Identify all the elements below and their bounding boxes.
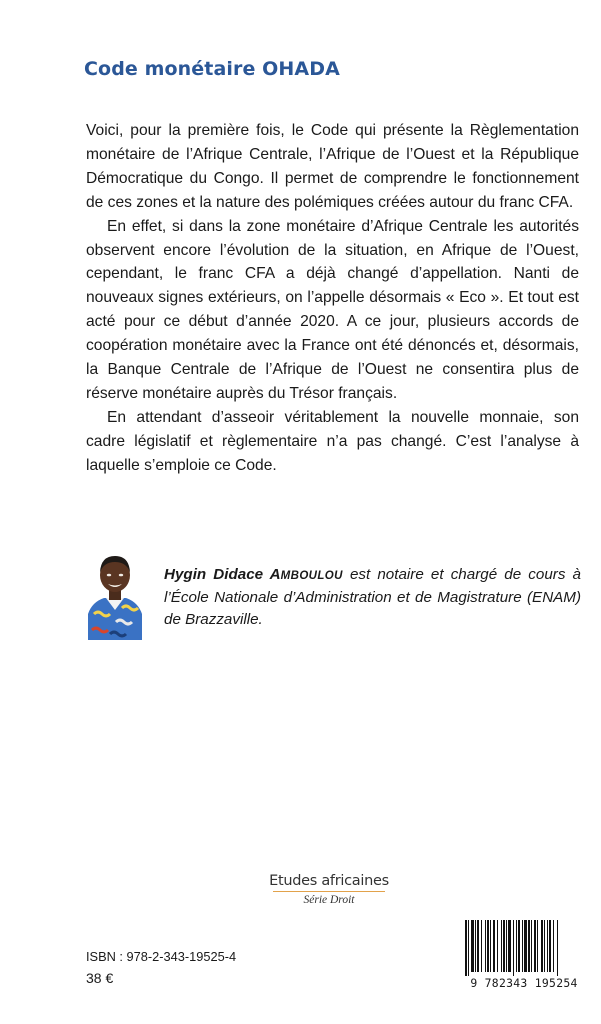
barcode-bar [493, 920, 495, 972]
blurb-paragraph-1: Voici, pour la première fois, le Code qui présente la Règlementation monétaire de l’Afrique Centrale, l’Afrique de l’Ouest et la République Démocratique du Congo. Il permet de comprendre le fonctionnement de ces zones et la nature des polémiques créées autour du franc CFA. [86, 122, 579, 211]
barcode-bar [516, 920, 517, 972]
author-photo [86, 548, 144, 640]
isbn: ISBN : 978-2-343-19525-4 [86, 949, 237, 964]
barcode-bar [534, 920, 536, 972]
barcode-bar [497, 920, 498, 972]
barcode-bar [544, 920, 545, 972]
barcode-bar [468, 920, 469, 976]
author-bio-text: est notaire et chargé de cours à l’École Nationale d’Administration et de Magistrature (ENAM) de Brazzaville. [164, 566, 581, 628]
barcode-bar [481, 920, 482, 972]
barcode-bar [518, 920, 520, 972]
blurb-paragraph-3: En attendant d’asseoir véritablement la nouvelle monnaie, son cadre législatif et règlementaire n’a pas changé. C’est l’analyse à laquelle s’emploie ce Code. [86, 408, 579, 474]
barcode-bar [501, 920, 502, 972]
barcode-bar [508, 920, 511, 972]
author-name [164, 566, 343, 583]
back-cover-blurb [86, 119, 579, 478]
barcode-bar [549, 920, 551, 972]
book-title: Code monétaire OHADA [84, 58, 340, 80]
blurb-paragraph-2: En effet, si dans la zone monétaire d’Afrique Centrale les autorités observent encore l’évolution de la situation, en Afrique de l’Ouest, cependant, le franc CFA a déjà changé d’appellation. Nanti de nouveaux signes extérieurs, on l’appelle désormais « Eco ». Et tout est acté pour ce début d’année 2020. A ce jour, plusieurs accords de coopération monétaire avec la France ont été dénoncés et, désormais, la Banque Centrale de l’Afrique de l’Ouest ne consentira plus de réserve monétaire auprès du Trésor français. [86, 217, 579, 402]
barcode-bar [506, 920, 507, 972]
barcode-bar [522, 920, 523, 972]
author-surname-initial: A [269, 566, 281, 583]
barcode-bar [477, 920, 479, 972]
barcode-bar [524, 920, 527, 972]
barcode-bar [547, 920, 548, 972]
barcode-bar [465, 920, 467, 976]
barcode-bar [490, 920, 491, 972]
barcode-bar [557, 920, 558, 976]
barcode-bar [503, 920, 505, 972]
subseries-name: Série Droit [303, 894, 355, 906]
series-name: Etudes africaines [269, 873, 389, 889]
barcode-bar [528, 920, 530, 972]
price: 38 € [86, 970, 114, 986]
series-logo [245, 873, 413, 906]
barcode-bar [537, 920, 538, 972]
barcode-bar [475, 920, 476, 972]
barcode-bar [485, 920, 486, 972]
barcode-bar [487, 920, 489, 972]
series-divider [273, 891, 385, 892]
author-bio [164, 564, 581, 631]
author-surname-rest: MBOULOU [280, 570, 343, 582]
barcode-bar [513, 920, 514, 976]
author-first-names: Hygin Didace [164, 566, 270, 583]
barcode-bar [541, 920, 543, 972]
barcode-digits: 9 782343 195254 [462, 976, 586, 990]
barcode-bar [553, 920, 554, 972]
barcode-bar [531, 920, 532, 972]
barcode-bar [471, 920, 474, 972]
